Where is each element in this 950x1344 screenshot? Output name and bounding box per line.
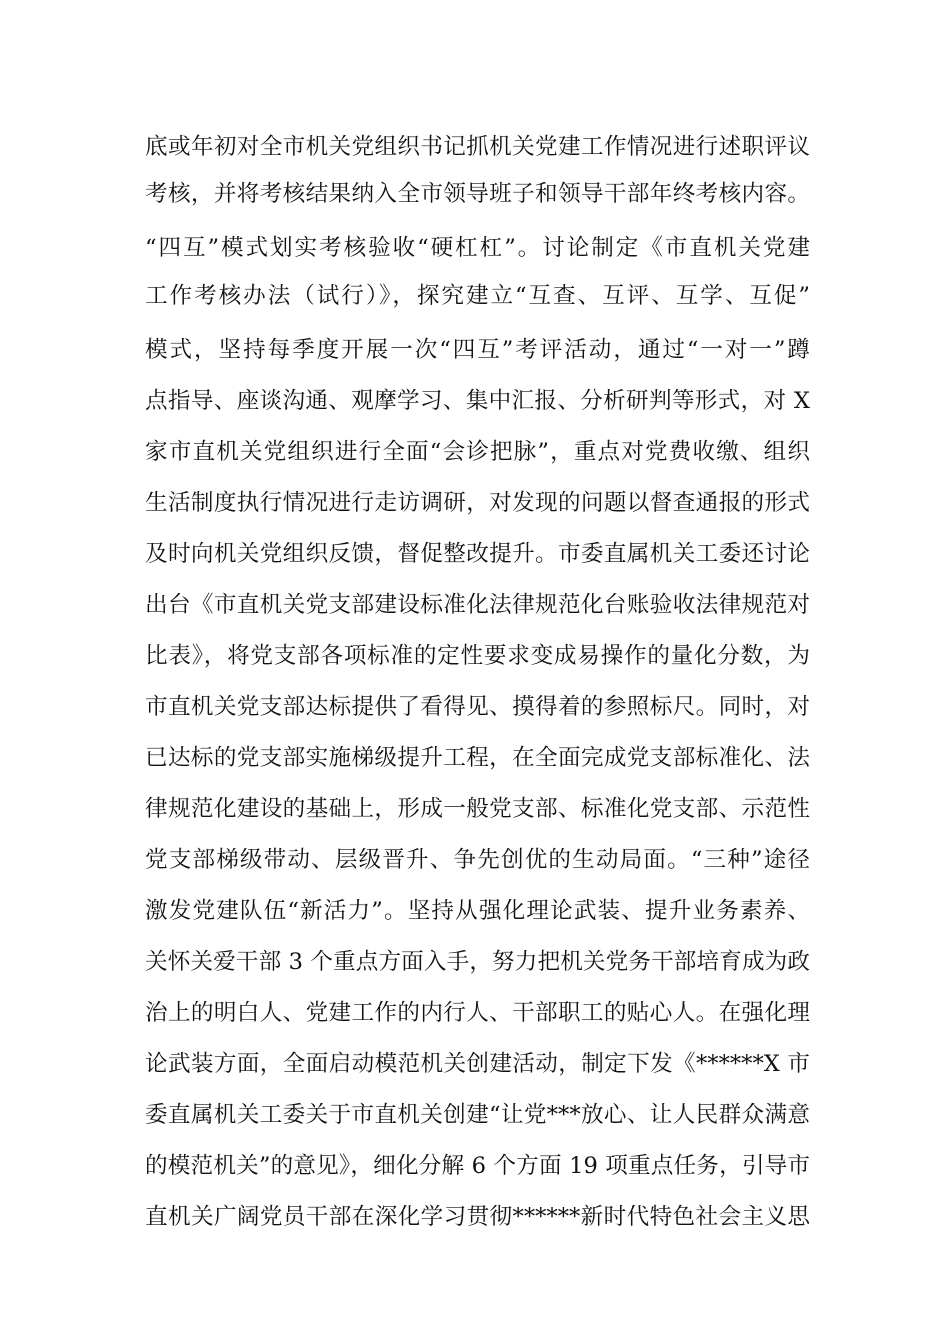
text-line: 已达标的党支部实施梯级提升工程，在全面完成党支部标准化、法	[145, 745, 810, 771]
text-line: 生活制度执行情况进行走访调研，对发现的问题以督查通报的形式	[145, 490, 810, 516]
text-line: 及时向机关党组织反馈，督促整改提升。市委直属机关工委还讨论	[145, 541, 810, 567]
text-line: 比表》，将党支部各项标准的定性要求变成易操作的量化分数，为	[145, 643, 810, 669]
text-line: 治上的明白人、党建工作的内行人、干部职工的贴心人。在强化理	[145, 1000, 810, 1026]
text-line: 考核，并将考核结果纳入全市领导班子和领导干部年终考核内容。	[145, 181, 810, 207]
text-line: 律规范化建设的基础上，形成一般党支部、标准化党支部、示范性	[145, 796, 810, 822]
text-line: 论武装方面，全面启动模范机关创建活动，制定下发《******X 市	[145, 1051, 810, 1077]
text-line: 市直机关党支部达标提供了看得见、摸得着的参照标尺。同时，对	[145, 694, 810, 720]
text-line: 的模范机关”的意见》，细化分解 6 个方面 19 项重点任务，引导市	[145, 1153, 810, 1179]
text-line: 委直属机关工委关于市直机关创建“让党***放心、让人民群众满意	[145, 1102, 810, 1128]
text-line: 党支部梯级带动、层级晋升、争先创优的生动局面。“三种”途径	[145, 847, 810, 873]
text-line: 家市直机关党组织进行全面“会诊把脉”，重点对党费收缴、组织	[145, 439, 810, 465]
text-line: 点指导、座谈沟通、观摩学习、集中汇报、分析研判等形式，对 X	[145, 388, 810, 414]
text-line: 模式，坚持每季度开展一次“四互”考评活动，通过“一对一”蹲	[145, 337, 810, 363]
text-line: 激发党建队伍“新活力”。坚持从强化理论武装、提升业务素养、	[145, 898, 810, 924]
text-line: 关怀关爱干部 3 个重点方面入手，努力把机关党务干部培育成为政	[145, 949, 810, 975]
text-line: 出台《市直机关党支部建设标准化法律规范化台账验收法律规范对	[145, 592, 810, 618]
text-line: 工作考核办法（试行）》，探究建立“互查、互评、互学、互促”	[145, 283, 810, 309]
text-line: 底或年初对全市机关党组织书记抓机关党建工作情况进行述职评议	[145, 134, 810, 160]
text-line: “四互”模式划实考核验收“硬杠杠”。讨论制定《市直机关党建	[145, 235, 810, 261]
text-line: 直机关广阔党员干部在深化学习贯彻******新时代特色社会主义思	[145, 1204, 810, 1230]
